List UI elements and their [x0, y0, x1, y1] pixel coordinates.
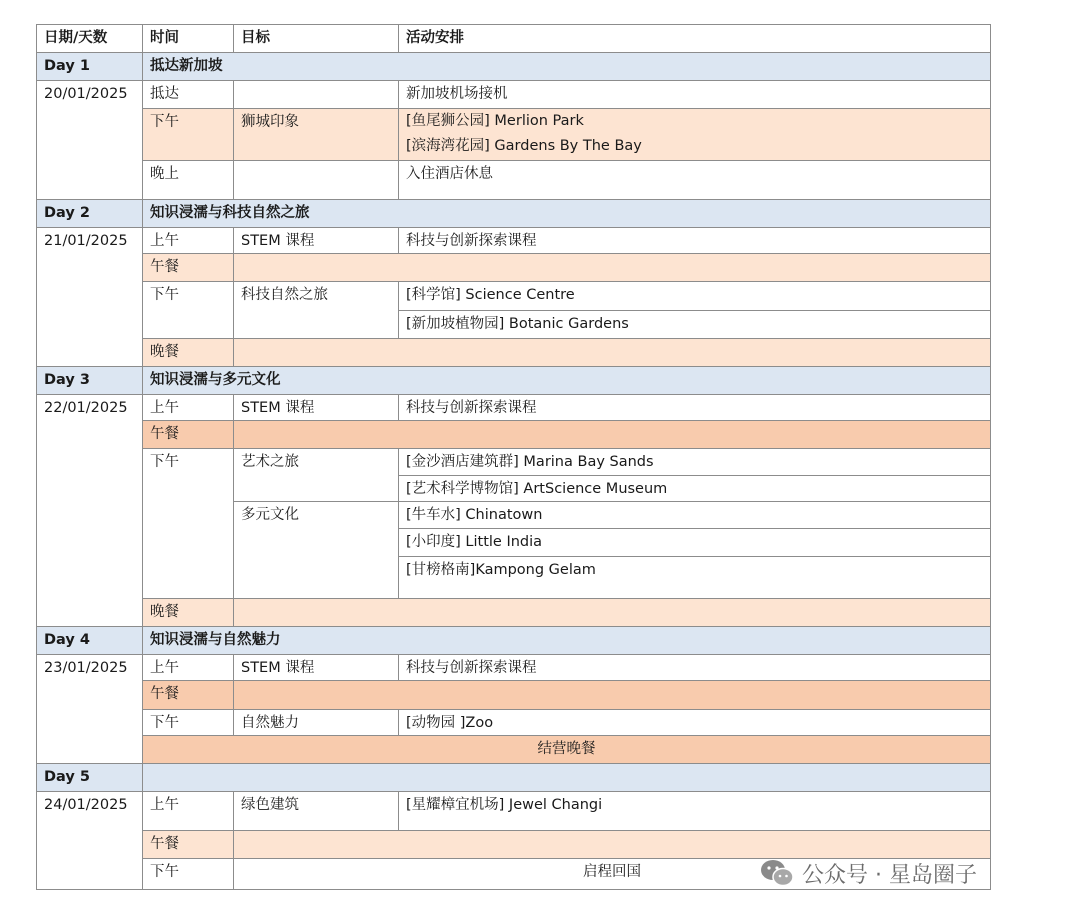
day1-row — [37, 53, 991, 81]
activity-science-centre: [科学馆] Science Centre — [399, 282, 991, 311]
day1-evening-row — [37, 161, 991, 200]
day2-date: 21/01/2025 — [37, 228, 143, 367]
day1-afternoon-time: 下午 — [143, 109, 234, 161]
day2-lunch: 午餐 — [143, 254, 234, 282]
day5-lunch-blank — [234, 831, 991, 859]
day3-label: Day 3 — [37, 367, 143, 395]
day4-row — [37, 627, 991, 655]
day3-date: 22/01/2025 — [37, 395, 143, 627]
day1-afternoon-row — [37, 109, 991, 161]
day2-morning-time: 上午 — [143, 228, 234, 254]
activity-gardens-by-the-bay: [滨海湾花园] Gardens By The Bay — [406, 138, 642, 154]
day4-farewell-dinner: 结营晚餐 — [143, 736, 991, 764]
day3-theme: 知识浸濡与多元文化 — [143, 367, 991, 395]
day2-row — [37, 200, 991, 228]
day3-morning-time: 上午 — [143, 395, 234, 421]
activity-artscience-museum: [艺术科学博物馆] ArtScience Museum — [399, 476, 991, 502]
day4-afternoon-time: 下午 — [143, 710, 234, 736]
day5-lunch: 午餐 — [143, 831, 234, 859]
day4-afternoon-goal: 自然魅力 — [234, 710, 399, 736]
day1-afternoon-activities — [399, 109, 991, 161]
day2-dinner: 晚餐 — [143, 339, 234, 367]
day2-lunch-row — [37, 254, 991, 282]
activity-zoo: [动物园 ]Zoo — [399, 710, 991, 736]
header-activity: 活动安排 — [399, 25, 991, 53]
day3-morning-goal: STEM 课程 — [234, 395, 399, 421]
day1-arrival-row — [37, 81, 991, 109]
day1-evening-goal — [234, 161, 399, 200]
day5-departure: 启程回国 — [234, 859, 991, 890]
header-row — [37, 25, 991, 53]
day1-label: Day 1 — [37, 53, 143, 81]
day1-evening-activity: 入住酒店休息 — [399, 161, 991, 200]
day2-afternoon-time: 下午 — [143, 282, 234, 339]
day3-afternoon-spacer — [399, 585, 991, 599]
day5-morning-time: 上午 — [143, 792, 234, 831]
day2-theme: 知识浸濡与科技自然之旅 — [143, 200, 991, 228]
activity-botanic-gardens: [新加坡植物园] Botanic Gardens — [399, 311, 991, 339]
activity-little-india: [小印度] Little India — [399, 529, 991, 557]
day1-evening-time: 晚上 — [143, 161, 234, 200]
day3-art-goal: 艺术之旅 — [234, 449, 399, 502]
header-goal: 目标 — [234, 25, 399, 53]
day2-label: Day 2 — [37, 200, 143, 228]
activity-merlion: [鱼尾狮公园] Merlion Park — [406, 113, 584, 129]
day4-lunch-blank — [234, 681, 991, 710]
day1-afternoon-goal: 狮城印象 — [234, 109, 399, 161]
day3-dinner: 晚餐 — [143, 599, 234, 627]
day2-afternoon-goal: 科技自然之旅 — [234, 282, 399, 339]
day2-morning-activity: 科技与创新探索课程 — [399, 228, 991, 254]
day5-afternoon-time: 下午 — [143, 859, 234, 890]
day2-dinner-blank — [234, 339, 991, 367]
day4-afternoon-row — [37, 710, 991, 736]
watermark — [760, 858, 977, 888]
activity-jewel-changi: [星耀樟宜机场] Jewel Changi — [399, 792, 991, 831]
day3-lunch-row — [37, 421, 991, 449]
day5-date: 24/01/2025 — [37, 792, 143, 890]
day3-lunch: 午餐 — [143, 421, 234, 449]
day4-morning-row — [37, 655, 991, 681]
header-date: 日期/天数 — [37, 25, 143, 53]
activity-chinatown: [牛车水] Chinatown — [399, 502, 991, 529]
activity-marina-bay-sands: [金沙酒店建筑群] Marina Bay Sands — [399, 449, 991, 476]
day3-afternoon-row-1 — [37, 449, 991, 476]
watermark-text: 公众号 · 星岛圈子 — [802, 862, 977, 888]
day3-row — [37, 367, 991, 395]
day1-theme: 抵达新加坡 — [143, 53, 991, 81]
day3-morning-activity: 科技与创新探索课程 — [399, 395, 991, 421]
day4-morning-activity: 科技与创新探索课程 — [399, 655, 991, 681]
itinerary-table — [36, 24, 991, 890]
day1-date: 20/01/2025 — [37, 81, 143, 200]
day3-lunch-blank — [234, 421, 991, 449]
day5-morning-row — [37, 792, 991, 831]
day5-morning-goal: 绿色建筑 — [234, 792, 399, 831]
day1-arrival-activity: 新加坡机场接机 — [399, 81, 991, 109]
day3-dinner-row — [37, 599, 991, 627]
day5-row — [37, 764, 991, 792]
day4-theme: 知识浸濡与自然魅力 — [143, 627, 991, 655]
day2-dinner-row — [37, 339, 991, 367]
day3-afternoon-time: 下午 — [143, 449, 234, 599]
day3-dinner-blank — [234, 599, 991, 627]
day5-label: Day 5 — [37, 764, 143, 792]
day4-farewell-row — [37, 736, 991, 764]
day4-date: 23/01/2025 — [37, 655, 143, 764]
day2-afternoon-row-1 — [37, 282, 991, 311]
activity-kampong-gelam: [甘榜格南]Kampong Gelam — [399, 557, 991, 585]
day3-morning-row — [37, 395, 991, 421]
day4-morning-time: 上午 — [143, 655, 234, 681]
day2-morning-row — [37, 228, 991, 254]
day4-label: Day 4 — [37, 627, 143, 655]
day4-lunch-row — [37, 681, 991, 710]
day2-morning-goal: STEM 课程 — [234, 228, 399, 254]
wechat-icon — [760, 858, 794, 888]
day2-lunch-blank — [234, 254, 991, 282]
day4-lunch: 午餐 — [143, 681, 234, 710]
day4-morning-goal: STEM 课程 — [234, 655, 399, 681]
day1-arrival-time: 抵达 — [143, 81, 234, 109]
day1-arrival-goal — [234, 81, 399, 109]
header-time: 时间 — [143, 25, 234, 53]
day5-lunch-row — [37, 831, 991, 859]
day3-culture-goal: 多元文化 — [234, 502, 399, 599]
day5-theme — [143, 764, 991, 792]
